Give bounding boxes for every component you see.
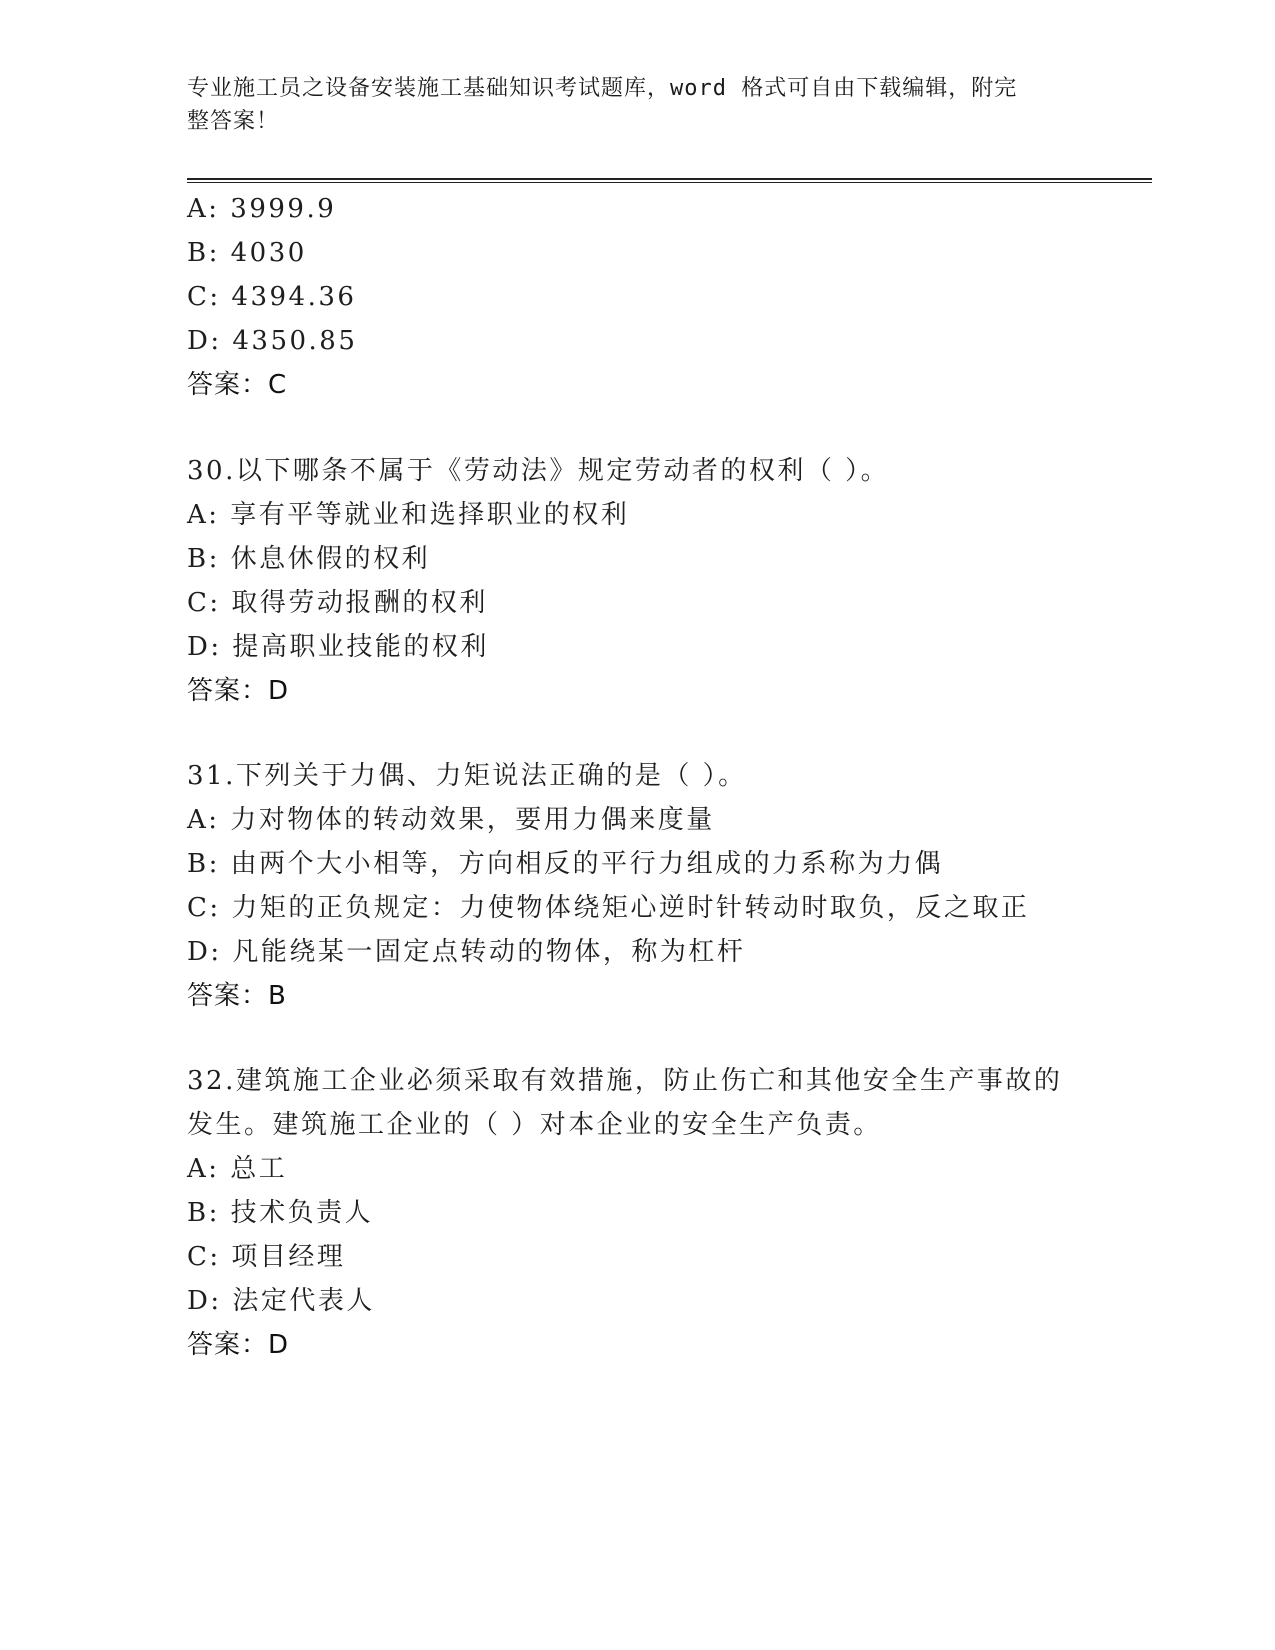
document-header bbox=[187, 72, 1067, 138]
question-stem-line-1: 32.建筑施工企业必须采取有效措施，防止伤亡和其他安全生产事故的 bbox=[187, 1066, 1063, 1096]
option-a: A: 3999.9 bbox=[187, 194, 337, 224]
option-b: B: 技术负责人 bbox=[187, 1198, 374, 1228]
option-a: A: 总工 bbox=[187, 1154, 288, 1184]
header-line-2: 整答案！ bbox=[187, 109, 280, 134]
option-a: A: 享有平等就业和选择职业的权利 bbox=[187, 500, 630, 530]
header-divider-thick bbox=[187, 178, 1152, 180]
option-d: D: 提高职业技能的权利 bbox=[187, 632, 489, 662]
question-stem: 30.以下哪条不属于《劳动法》规定劳动者的权利（ ）。 bbox=[187, 456, 890, 486]
answer-label: 答案：C bbox=[187, 370, 288, 400]
question-stem: 31.下列关于力偶、力矩说法正确的是（ ）。 bbox=[187, 761, 747, 791]
option-b: B: 由两个大小相等，方向相反的平行力组成的力系称为力偶 bbox=[187, 849, 944, 879]
answer-label: 答案：D bbox=[187, 1330, 290, 1360]
header-line-1: 专业施工员之设备安装施工基础知识考试题库，word 格式可自由下载编辑，附完 bbox=[187, 76, 1018, 101]
option-d: D: 4350.85 bbox=[187, 326, 358, 356]
answer-label: 答案：B bbox=[187, 981, 287, 1011]
answer-label: 答案：D bbox=[187, 676, 290, 706]
option-b: B: 4030 bbox=[187, 238, 307, 268]
option-a: A: 力对物体的转动效果，要用力偶来度量 bbox=[187, 805, 715, 835]
option-c: C: 4394.36 bbox=[187, 282, 357, 312]
header-divider-thin bbox=[187, 182, 1152, 183]
option-c: C: 力矩的正负规定：力使物体绕矩心逆时针转动时取负，反之取正 bbox=[187, 893, 1030, 923]
option-d: D: 凡能绕某一固定点转动的物体，称为杠杆 bbox=[187, 937, 746, 967]
option-c: C: 项目经理 bbox=[187, 1242, 346, 1272]
option-d: D: 法定代表人 bbox=[187, 1286, 375, 1316]
question-stem-line-2: 发生。建筑施工企业的（ ）对本企业的安全生产负责。 bbox=[187, 1110, 882, 1140]
option-b: B: 休息休假的权利 bbox=[187, 544, 431, 574]
option-c: C: 取得劳动报酬的权利 bbox=[187, 588, 488, 618]
